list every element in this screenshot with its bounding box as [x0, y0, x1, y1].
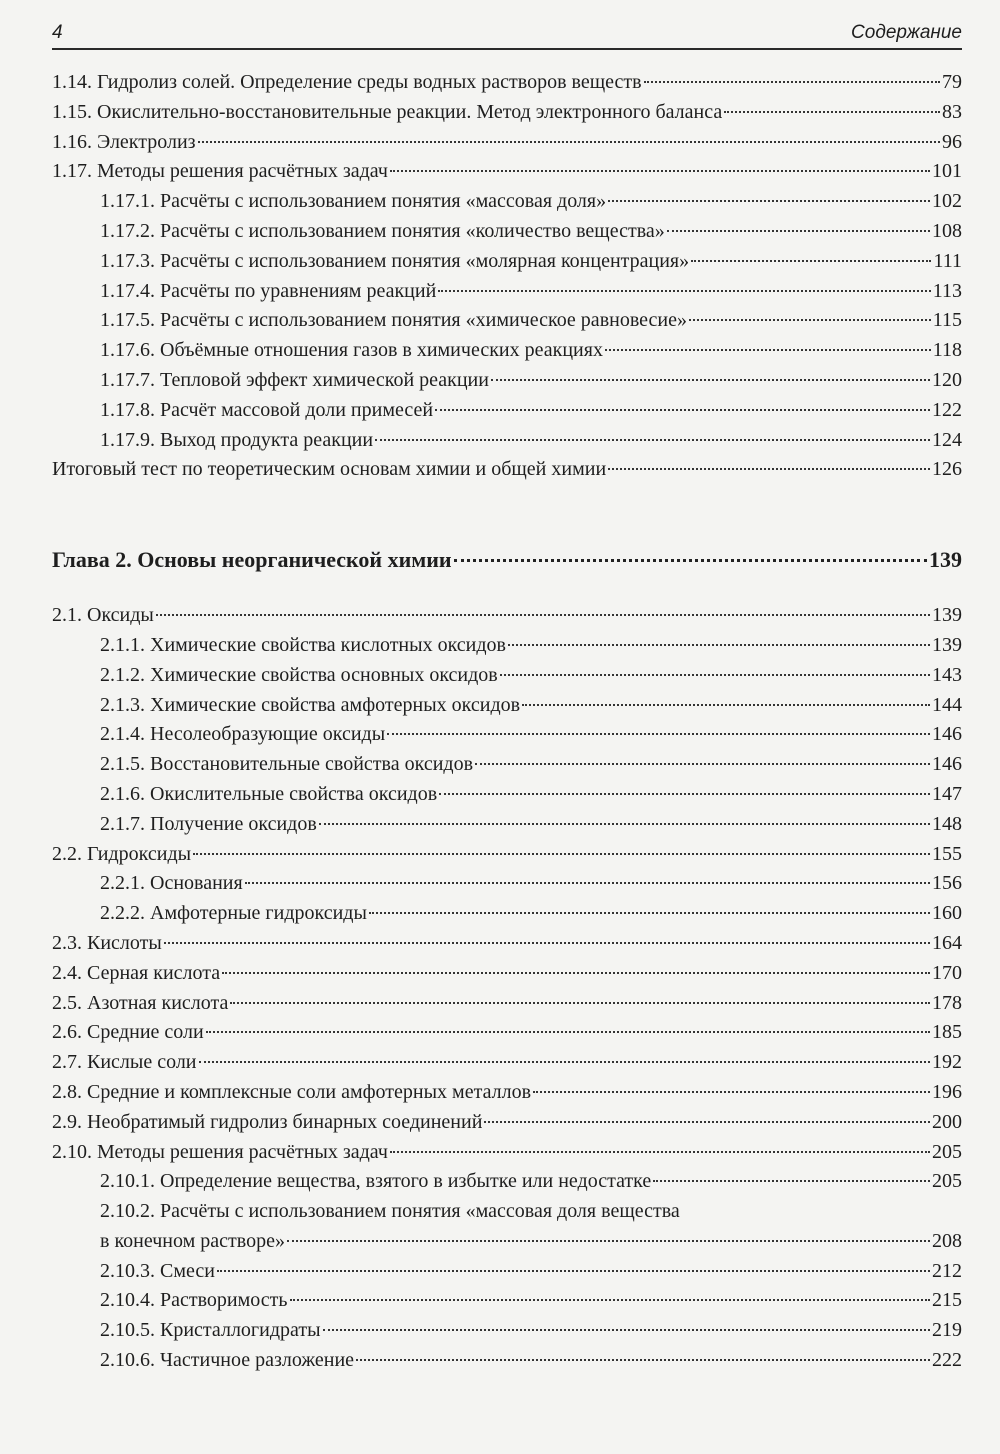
toc-entry-page: 205	[932, 1170, 962, 1193]
toc-entry-page: 148	[932, 812, 962, 835]
dot-leader	[438, 289, 930, 292]
toc-entry	[52, 1108, 962, 1138]
toc-entry	[52, 1048, 962, 1078]
toc-entry-page: 146	[932, 723, 962, 746]
toc-entry-title: 1.17.1. Расчёты с использованием понятия «массовая доля»	[100, 190, 607, 213]
toc-entry-page: 118	[932, 339, 962, 362]
toc-entry	[52, 366, 962, 396]
toc-entry-page: 111	[933, 249, 962, 272]
toc-entry-title: 2.1. Оксиды	[52, 604, 154, 627]
dot-leader	[689, 318, 931, 321]
toc-entry-page: 102	[932, 190, 962, 213]
toc-entry	[52, 1227, 962, 1257]
page-number: 4	[52, 22, 63, 43]
toc-entry-page: 205	[932, 1140, 962, 1163]
toc-entry-page: 170	[932, 961, 962, 984]
dot-leader	[319, 822, 930, 825]
dot-leader	[287, 1239, 930, 1242]
page-header	[52, 18, 962, 50]
toc-entry-title: 2.3. Кислоты	[52, 931, 162, 954]
toc-entry-page: 126	[932, 458, 962, 481]
toc-entry-title: 2.10. Методы решения расчётных задач	[52, 1140, 388, 1163]
dot-leader	[644, 80, 940, 83]
toc-entry-title: 2.6. Средние соли	[52, 1021, 204, 1044]
section-title: Содержание	[851, 22, 962, 43]
toc-entry-title: 1.17.7. Тепловой эффект химической реакции	[100, 368, 489, 391]
toc-entry	[52, 1346, 962, 1376]
toc-entry-page: 96	[942, 130, 962, 153]
dot-leader	[533, 1090, 930, 1093]
dot-leader	[206, 1030, 930, 1033]
dot-leader	[491, 378, 930, 381]
dot-leader	[222, 971, 930, 974]
dot-leader	[375, 438, 930, 441]
dot-leader	[323, 1328, 930, 1331]
dot-leader	[605, 348, 931, 351]
toc-entry-title: 1.17. Методы решения расчётных задач	[52, 160, 388, 183]
toc-entry-page: 155	[932, 842, 962, 865]
dot-leader	[356, 1358, 930, 1361]
toc-entry-title: 2.1.1. Химические свойства кислотных оксидов	[100, 633, 506, 656]
dot-leader	[608, 467, 930, 470]
toc-entry	[52, 959, 962, 989]
toc-entry-page: 196	[932, 1080, 962, 1103]
toc-entry-title: 2.1.5. Восстановительные свойства оксидов	[100, 753, 474, 776]
toc-entry	[52, 128, 962, 158]
dot-leader	[245, 881, 930, 884]
dot-leader	[454, 558, 927, 562]
dot-leader	[653, 1179, 930, 1182]
chapter-page: 139	[929, 547, 962, 573]
toc-entry-page: 156	[932, 872, 962, 895]
toc-entry	[52, 1197, 962, 1227]
toc-section-2	[52, 601, 962, 1376]
toc-entry-title: 1.17.9. Выход продукта реакции	[100, 428, 374, 451]
dot-leader	[691, 259, 931, 262]
toc-entry-title: 1.17.5. Расчёты с использованием понятия «химическое равновесие»	[100, 309, 687, 332]
toc-entry	[52, 899, 962, 929]
toc-entry-title: в конечном растворе»	[100, 1229, 285, 1252]
toc-entry-page: 212	[932, 1259, 962, 1282]
toc-entry-title: 2.10.5. Кристаллогидраты	[100, 1319, 321, 1342]
toc-entry-title: 1.14. Гидролиз солей. Определение среды водных растворов веществ	[52, 71, 642, 93]
toc-entry-title: 2.9. Необратимый гидролиз бинарных соединений	[52, 1110, 483, 1133]
toc-entry	[52, 780, 962, 810]
toc-entry	[52, 661, 962, 691]
toc-entry	[52, 396, 962, 426]
toc-entry-page: 120	[932, 368, 962, 391]
toc-entry-title: 1.17.4. Расчёты по уравнениям реакций	[100, 279, 437, 302]
dot-leader	[439, 792, 930, 795]
toc-entry	[52, 1257, 962, 1287]
dot-leader	[198, 140, 940, 143]
toc-entry-page: 108	[932, 219, 962, 242]
toc-entry-page: 200	[932, 1110, 962, 1133]
toc-entry	[52, 750, 962, 780]
toc-entry-title: 2.10.1. Определение вещества, взятого в избытке или недостатке	[100, 1170, 652, 1193]
dot-leader	[230, 1001, 930, 1004]
toc-entry	[52, 98, 962, 128]
toc-entry	[52, 157, 962, 187]
toc-entry	[52, 869, 962, 899]
toc-entry	[52, 1167, 962, 1197]
toc-entry-page: 101	[932, 160, 962, 183]
toc-entry	[52, 336, 962, 366]
toc-entry	[52, 187, 962, 217]
dot-leader	[390, 1150, 930, 1153]
toc-entry-page: 139	[932, 604, 962, 627]
toc-entry	[52, 277, 962, 307]
toc-entry	[52, 631, 962, 661]
dot-leader	[522, 703, 930, 706]
toc-entry	[52, 306, 962, 336]
toc-entry	[52, 1316, 962, 1346]
toc-entry-title: Итоговый тест по теоретическим основам химии и общей химии	[52, 458, 607, 481]
toc-entry-page: 124	[932, 428, 962, 451]
toc-entry	[52, 840, 962, 870]
chapter-title: Глава 2. Основы неорганической химии	[52, 547, 452, 573]
toc-entry	[52, 691, 962, 721]
toc-entry	[52, 720, 962, 750]
toc-entry-page: 79	[942, 71, 962, 93]
toc-entry-title: 1.17.6. Объёмные отношения газов в химических реакциях	[100, 339, 603, 362]
toc-entry	[52, 1078, 962, 1108]
toc-entry-title: 2.5. Азотная кислота	[52, 991, 229, 1014]
toc-entry-title: 2.7. Кислые соли	[52, 1051, 197, 1074]
toc-entry	[52, 989, 962, 1019]
toc-entry-title: 2.4. Серная кислота	[52, 961, 221, 984]
toc-entry	[52, 455, 962, 485]
dot-leader	[500, 673, 930, 676]
toc-entry-title: 2.1.2. Химические свойства основных оксидов	[100, 663, 498, 686]
dot-leader	[217, 1269, 930, 1272]
dot-leader	[369, 911, 930, 914]
toc-entry	[52, 929, 962, 959]
toc-entry-page: 113	[932, 279, 962, 302]
chapter-heading	[52, 545, 962, 575]
toc-entry-title: 2.1.4. Несолеобразующие оксиды	[100, 723, 386, 746]
dot-leader	[164, 941, 930, 944]
toc-entry	[52, 1138, 962, 1168]
toc-entry-page: 139	[932, 633, 962, 656]
dot-leader	[193, 852, 930, 855]
toc-entry	[52, 217, 962, 247]
toc-entry-page: 146	[932, 753, 962, 776]
toc-entry-title: 1.17.2. Расчёты с использованием понятия «количество вещества»	[100, 219, 665, 242]
toc-entry-title: 2.10.4. Растворимость	[100, 1289, 288, 1312]
dot-leader	[387, 732, 930, 735]
toc-entry-title: 1.17.8. Расчёт массовой доли примесей	[100, 398, 434, 421]
toc-entry-page: 83	[942, 100, 962, 123]
toc-entry-title: 2.10.3. Смеси	[100, 1259, 215, 1282]
toc-entry	[52, 426, 962, 456]
toc-entry-page: 143	[932, 663, 962, 686]
toc-entry	[52, 68, 962, 98]
toc-entry	[52, 247, 962, 277]
dot-leader	[435, 408, 930, 411]
toc-entry	[52, 601, 962, 631]
toc-entry-page: 185	[932, 1021, 962, 1044]
toc-entry	[52, 1286, 962, 1316]
toc-entry-title: 2.1.3. Химические свойства амфотерных оксидов	[100, 693, 521, 716]
toc-entry-page: 219	[932, 1319, 962, 1342]
dot-leader	[608, 199, 930, 202]
toc-entry-page: 164	[932, 931, 962, 954]
dot-leader	[156, 613, 930, 616]
toc-entry	[52, 810, 962, 840]
dot-leader	[508, 643, 930, 646]
toc-entry-title: 2.2.2. Амфотерные гидроксиды	[100, 902, 367, 925]
toc-entry-title: 2.10.2. Расчёты с использованием понятия «массовая доля вещества	[100, 1200, 680, 1223]
toc-entry-title: 1.17.3. Расчёты с использованием понятия «молярная концентрация»	[100, 249, 690, 272]
toc-entry-page: 115	[932, 309, 962, 332]
toc-entry-title: 2.1.7. Получение оксидов	[100, 812, 317, 835]
dot-leader	[724, 110, 940, 113]
toc-entry-title: 1.15. Окислительно-восстановительные реакции. Метод электронного баланса	[52, 100, 723, 123]
dot-leader	[290, 1298, 930, 1301]
toc-entry-page: 160	[932, 902, 962, 925]
toc-entry-title: 2.1.6. Окислительные свойства оксидов	[100, 782, 438, 805]
toc-section-1	[52, 68, 962, 485]
toc-entry-page: 208	[932, 1229, 962, 1252]
toc-entry-title: 2.2.1. Основания	[100, 872, 243, 895]
dot-leader	[199, 1060, 930, 1063]
dot-leader	[475, 762, 930, 765]
toc-entry-page: 192	[932, 1051, 962, 1074]
toc-entry-page: 178	[932, 991, 962, 1014]
toc-entry-page: 222	[932, 1349, 962, 1372]
toc-entry-title: 2.8. Средние и комплексные соли амфотерных металлов	[52, 1080, 532, 1103]
toc-entry-page: 215	[932, 1289, 962, 1312]
dot-leader	[484, 1120, 930, 1123]
table-of-contents	[52, 68, 962, 1376]
toc-entry-page: 144	[932, 693, 962, 716]
dot-leader	[667, 229, 930, 232]
toc-entry-title: 1.16. Электролиз	[52, 130, 196, 153]
toc-entry	[52, 1018, 962, 1048]
toc-entry-page: 147	[932, 782, 962, 805]
toc-entry-page: 122	[932, 398, 962, 421]
dot-leader	[390, 169, 930, 172]
toc-entry-title: 2.2. Гидроксиды	[52, 842, 192, 865]
toc-entry-title: 2.10.6. Частичное разложение	[100, 1349, 355, 1372]
